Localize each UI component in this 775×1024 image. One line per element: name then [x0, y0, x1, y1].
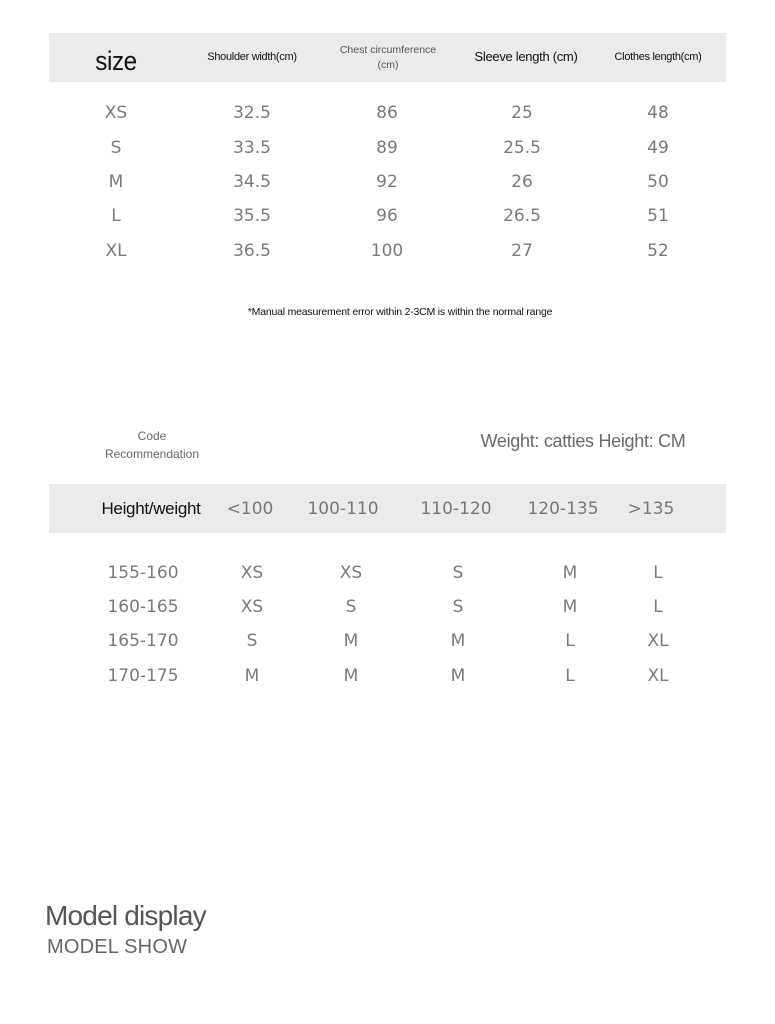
table-cell: S — [345, 597, 357, 617]
chest-header-line2: (cm) — [377, 59, 399, 71]
table-cell: 48 — [647, 103, 669, 123]
clothes-column-header: Clothes length(cm) — [614, 51, 702, 63]
table-cell: XS — [104, 103, 128, 123]
table-cell: 49 — [647, 138, 669, 158]
code-recommendation-line2: Recommendation — [104, 447, 200, 461]
table-cell: 86 — [376, 103, 398, 123]
weight-range-header: <100 — [226, 499, 274, 519]
table-cell: M — [450, 631, 466, 651]
table-cell: M — [343, 631, 359, 651]
height-weight-header: Height/weight — [101, 499, 201, 518]
code-recommendation-label — [105, 427, 199, 463]
units-label: Weight: catties Height: CM — [480, 431, 686, 451]
table-cell: M — [343, 666, 359, 686]
table-cell: 170-175 — [107, 666, 179, 686]
table-cell: 36.5 — [233, 241, 271, 261]
table-cell: 25.5 — [503, 138, 541, 158]
weight-range-header: 120-135 — [527, 499, 599, 519]
table-cell: M — [450, 666, 466, 686]
size-column-header: size — [95, 46, 137, 76]
chest-header-line1: Chest circumference — [339, 44, 437, 56]
table-cell: 25 — [511, 103, 533, 123]
table-cell: XS — [240, 597, 264, 617]
table-cell: S — [452, 563, 464, 583]
model-show-subtitle: MODEL SHOW — [47, 936, 188, 958]
shoulder-column-header: Shoulder width(cm) — [207, 51, 297, 63]
measurement-note: *Manual measurement error within 2-3CM is within the normal range — [247, 306, 553, 318]
table-cell: 160-165 — [107, 597, 179, 617]
weight-range-header: 100-110 — [307, 499, 379, 519]
table-cell: L — [111, 206, 121, 226]
table-cell: 100 — [370, 241, 404, 261]
table-cell: XL — [647, 631, 669, 651]
table-cell: M — [108, 172, 124, 192]
table-cell: 26 — [511, 172, 533, 192]
table-cell: S — [246, 631, 258, 651]
weight-range-header: >135 — [627, 499, 675, 519]
table-cell: S — [110, 138, 122, 158]
table-cell: 52 — [647, 241, 669, 261]
table-cell: 89 — [376, 138, 398, 158]
table-cell: XS — [339, 563, 363, 583]
model-display-title: Model display — [45, 900, 206, 931]
table-cell: 26.5 — [503, 206, 541, 226]
table-cell: XL — [647, 666, 669, 686]
code-recommendation-line1: Code — [137, 429, 167, 443]
table-cell: 27 — [511, 241, 533, 261]
table-cell: L — [565, 631, 575, 651]
table-cell: L — [565, 666, 575, 686]
chest-column-header — [340, 43, 436, 73]
table-cell: 33.5 — [233, 138, 271, 158]
table-cell: 155-160 — [107, 563, 179, 583]
table-cell: XL — [105, 241, 127, 261]
table-cell: L — [653, 563, 663, 583]
table-cell: 92 — [376, 172, 398, 192]
weight-range-header: 110-120 — [420, 499, 492, 519]
table-cell: 50 — [647, 172, 669, 192]
table-cell: L — [653, 597, 663, 617]
table-cell: XS — [240, 563, 264, 583]
table-cell: 96 — [376, 206, 398, 226]
table-cell: 35.5 — [233, 206, 271, 226]
table-cell: M — [244, 666, 260, 686]
table-cell: S — [452, 597, 464, 617]
table-cell: 51 — [647, 206, 669, 226]
table-cell: 165-170 — [107, 631, 179, 651]
sleeve-column-header: Sleeve length (cm) — [474, 49, 578, 64]
table-cell: M — [562, 563, 578, 583]
table-cell: M — [562, 597, 578, 617]
table-cell: 32.5 — [233, 103, 271, 123]
table-cell: 34.5 — [233, 172, 271, 192]
